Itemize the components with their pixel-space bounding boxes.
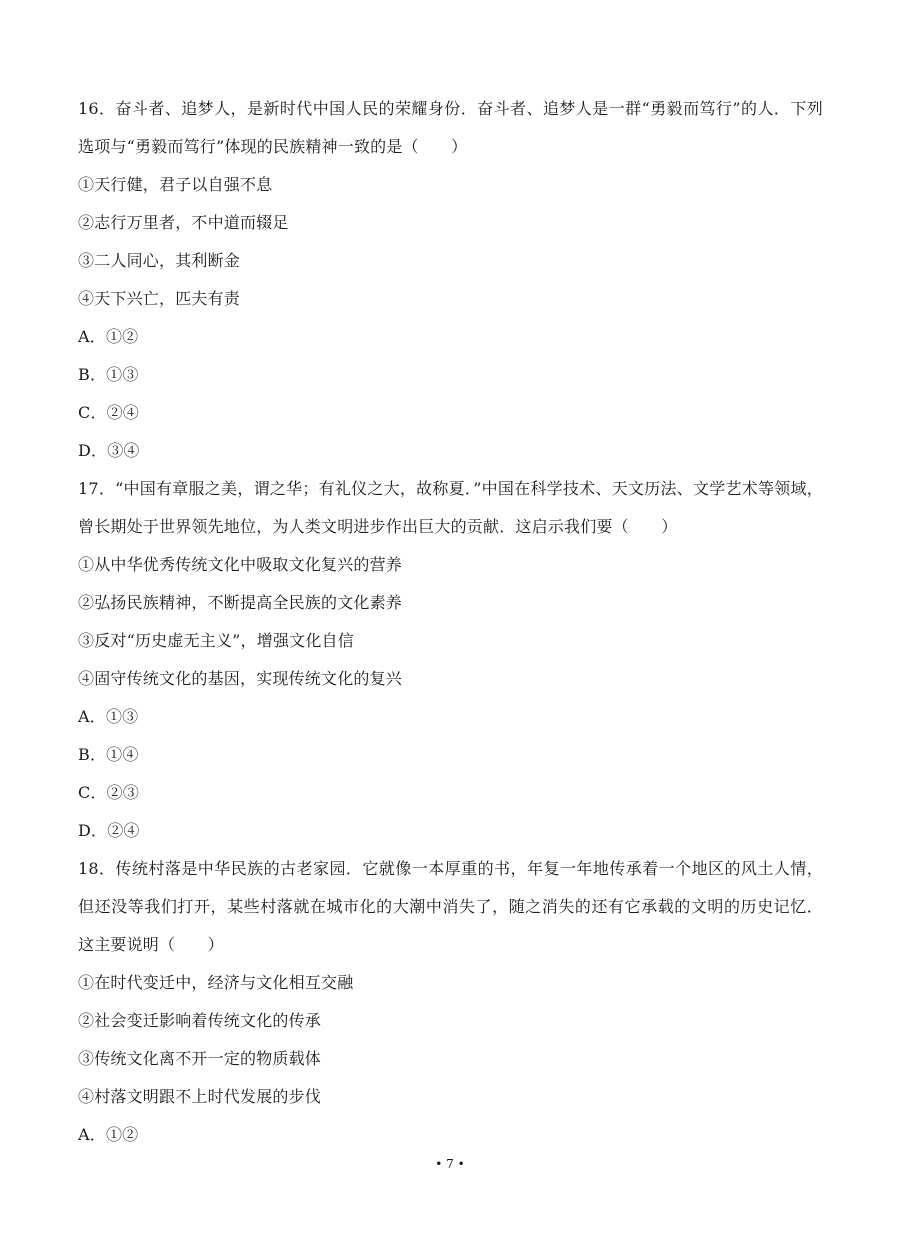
statement-4: ④固守传统文化的基因，实现传统文化的复兴 (78, 669, 403, 688)
statement-3: ③二人同心，其利断金 (78, 251, 241, 270)
option-d: D．③④ (78, 441, 140, 460)
option-d: D．②④ (78, 821, 140, 840)
option-a: A．①③ (78, 707, 139, 726)
question-16 (78, 90, 823, 470)
option-a: A．①② (78, 327, 139, 346)
question-list (78, 90, 823, 1154)
page-number: • 7 • (435, 1157, 465, 1171)
statement-1: ①在时代变迁中，经济与文化相互交融 (78, 973, 354, 992)
question-stem: 17．“中国有章服之美，谓之华；有礼仪之大，故称夏．”中国在科学技术、天文历法、文学艺术等领域，曾长期处于世界领先地位，为人类文明进步作出巨大的贡献．这启示我们要（ ） (78, 479, 823, 536)
statement-3: ③反对“历史虚无主义”，增强文化自信 (78, 631, 354, 650)
statement-2: ②志行万里者，不中道而辍足 (78, 213, 289, 232)
question-stem: 18．传统村落是中华民族的古老家园．它就像一本厚重的书，年复一年地传承着一个地区的风土人情，但还没等我们打开，某些村落就在城市化的大潮中消失了，随之消失的还有它承载的文明的历史记忆．这主要说明（ ） (78, 859, 823, 954)
question-stem: 16．奋斗者、追梦人，是新时代中国人民的荣耀身份．奋斗者、追梦人是一群“勇毅而笃行”的人．下列选项与“勇毅而笃行”体现的民族精神一致的是（ ） (78, 99, 823, 156)
option-c: C．②③ (78, 783, 140, 802)
statement-3: ③传统文化离不开一定的物质载体 (78, 1049, 322, 1068)
statement-1: ①从中华优秀传统文化中吸取文化复兴的营养 (78, 555, 403, 574)
question-18 (78, 850, 823, 1154)
statement-2: ②社会变迁影响着传统文化的传承 (78, 1011, 322, 1030)
statement-1: ①天行健，君子以自强不息 (78, 175, 273, 194)
question-17 (78, 470, 823, 850)
statement-4: ④村落文明跟不上时代发展的步伐 (78, 1087, 322, 1106)
option-a: A．①② (78, 1125, 139, 1144)
option-b: B．①④ (78, 745, 139, 764)
option-b: B．①③ (78, 365, 139, 384)
statement-2: ②弘扬民族精神，不断提高全民族的文化素养 (78, 593, 403, 612)
statement-4: ④天下兴亡，匹夫有责 (78, 289, 241, 308)
option-c: C．②④ (78, 403, 140, 422)
